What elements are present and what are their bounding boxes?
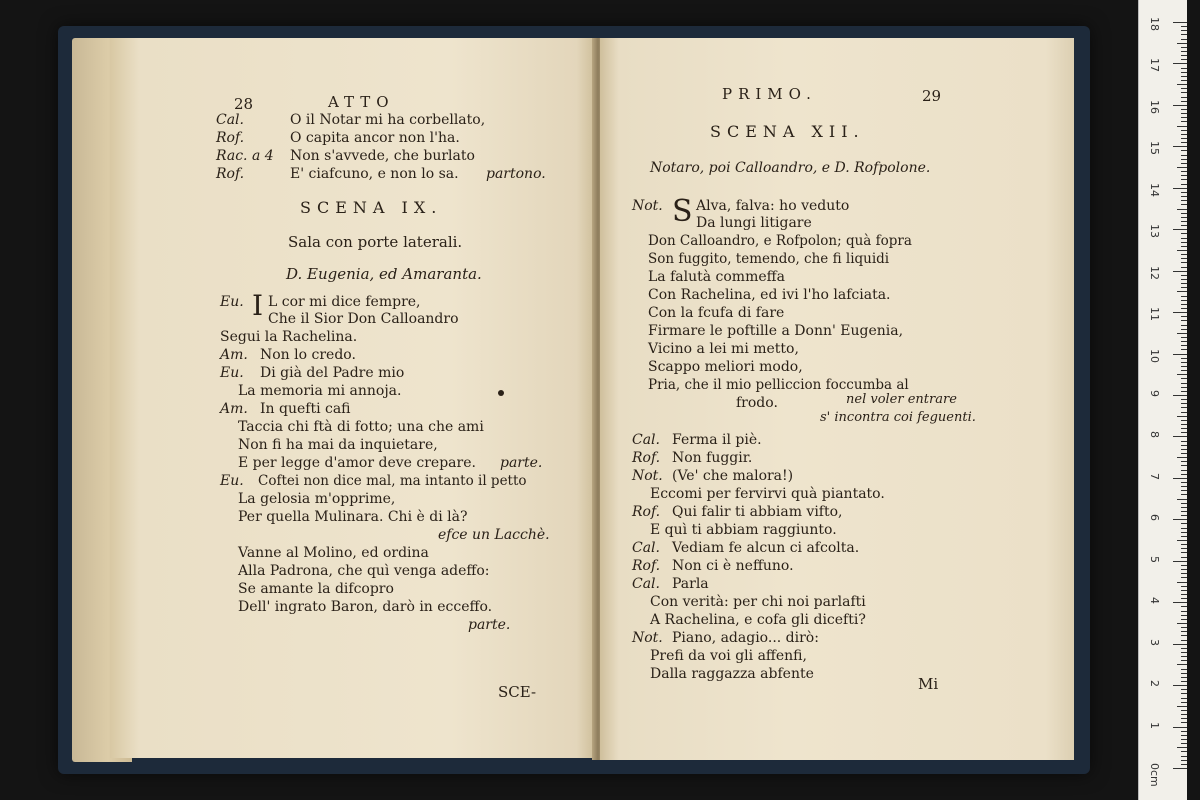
speaker: Rof. — [216, 166, 245, 182]
ruler-tick — [1181, 552, 1187, 553]
ruler-tick — [1173, 727, 1187, 728]
ruler-tick — [1181, 68, 1187, 69]
ruler-tick — [1173, 768, 1187, 769]
ruler-tick — [1181, 308, 1187, 309]
ruler-tick — [1181, 383, 1187, 384]
verse-line: Ferma il piè. — [672, 432, 762, 448]
ruler-tick — [1181, 34, 1187, 35]
verse-line: Eccomi per fervirvi quà piantato. — [650, 486, 885, 502]
ruler-tick — [1181, 200, 1187, 201]
verse-line: La falutà commeffa — [648, 269, 785, 285]
ruler-tick — [1177, 540, 1187, 541]
speaker: Rac. a 4 — [216, 148, 274, 164]
ruler-number: 14 — [1148, 182, 1161, 197]
ruler-tick — [1181, 569, 1187, 570]
ruler-tick — [1181, 656, 1187, 657]
ruler-tick — [1177, 582, 1187, 583]
ruler-tick — [1181, 528, 1187, 529]
ruler-tick — [1181, 565, 1187, 566]
verse-line: Alva, falva: ho veduto — [696, 198, 850, 214]
ruler-tick — [1173, 312, 1187, 313]
ruler-tick — [1181, 606, 1187, 607]
ruler-tick — [1181, 325, 1187, 326]
ruler-number: 13 — [1148, 224, 1161, 239]
ruler-tick — [1181, 586, 1187, 587]
ruler-number: 3 — [1148, 638, 1161, 646]
ruler-tick — [1181, 26, 1187, 27]
ruler-tick — [1173, 146, 1187, 147]
ruler-number: 18 — [1148, 17, 1161, 31]
ruler-tick — [1181, 55, 1187, 56]
ruler-tick — [1181, 341, 1187, 342]
ruler-tick — [1177, 333, 1187, 334]
ruler-tick — [1181, 254, 1187, 255]
ruler-tick — [1181, 432, 1187, 433]
ruler-tick — [1181, 345, 1187, 346]
ruler-tick — [1181, 631, 1187, 632]
scene-setting: Sala con porte laterali. — [288, 233, 463, 251]
ruler-tick — [1181, 743, 1187, 744]
ruler-tick — [1181, 673, 1187, 674]
ruler-tick — [1181, 615, 1187, 616]
ruler-tick — [1181, 648, 1187, 649]
speaker: Eu. — [220, 294, 244, 310]
ruler-tick — [1181, 225, 1187, 226]
verse-line: Segui la Rachelina. — [220, 329, 358, 345]
verse-line: Di già del Padre mio — [260, 365, 405, 381]
ruler-tick — [1173, 354, 1187, 355]
ruler-tick — [1177, 126, 1187, 127]
ruler-tick — [1181, 192, 1187, 193]
ruler-tick — [1181, 722, 1187, 723]
verse-line: Parla — [672, 576, 709, 592]
verse-line: Scappo meliori modo, — [648, 359, 803, 375]
ruler-tick — [1173, 519, 1187, 520]
ruler-tick — [1181, 275, 1187, 276]
speaker: Cal. — [216, 112, 244, 128]
ruler-tick — [1181, 184, 1187, 185]
speaker: Rof. — [216, 130, 245, 146]
running-head-right: PRIMO. — [722, 85, 817, 103]
ruler-tick — [1181, 101, 1187, 102]
catchword: Mi — [918, 675, 939, 693]
ruler-tick — [1173, 478, 1187, 479]
ruler-tick — [1181, 283, 1187, 284]
verse-line: Con Rachelina, ed ivi l'ho lafciata. — [648, 287, 891, 303]
verse-line: O capita ancor non l'ha. — [290, 130, 460, 146]
ruler-tick — [1181, 316, 1187, 317]
scene-characters: Notaro, poi Calloandro, e D. Rofpolone. — [650, 160, 931, 176]
verse-line: Da lungi litigare — [696, 215, 812, 231]
ruler-tick — [1173, 644, 1187, 645]
ruler-tick — [1181, 594, 1187, 595]
verse-line: E' ciafcuno, e non lo sa. — [290, 166, 459, 182]
ruler-number: 8 — [1148, 431, 1161, 439]
ruler-tick — [1181, 627, 1187, 628]
ruler-tick — [1181, 155, 1187, 156]
ruler-tick — [1181, 113, 1187, 114]
ruler-tick — [1181, 51, 1187, 52]
verse-line: Non s'avvede, che burlato — [290, 148, 475, 164]
ruler-tick — [1181, 329, 1187, 330]
ruler-tick — [1177, 457, 1187, 458]
ruler-tick — [1181, 233, 1187, 234]
verse-line: Vanne al Molino, ed ordina — [238, 545, 429, 561]
ruler-tick — [1181, 196, 1187, 197]
ruler-tick — [1181, 30, 1187, 31]
ruler-tick — [1181, 523, 1187, 524]
ruler-number: 10 — [1148, 348, 1161, 363]
ruler-tick — [1181, 47, 1187, 48]
verse-line: Don Calloandro, e Rofpolon; quà fopra — [648, 233, 912, 249]
ruler-tick — [1173, 63, 1187, 64]
left-page — [110, 38, 596, 758]
ruler-tick — [1181, 718, 1187, 719]
ruler-tick — [1181, 698, 1187, 699]
verse-line: A Rachelina, e cofa gli dicefti? — [650, 612, 866, 628]
verse-line: La memoria mi annoja. — [238, 383, 402, 399]
speaker: Am. — [220, 401, 248, 417]
ruler-tick — [1181, 134, 1187, 135]
ruler-tick — [1181, 117, 1187, 118]
ruler-tick — [1173, 436, 1187, 437]
ruler-tick — [1177, 706, 1187, 707]
ruler-tick — [1181, 138, 1187, 139]
verse-line: Dalla raggazza abfente — [650, 666, 814, 682]
ruler-tick — [1177, 374, 1187, 375]
ruler-tick — [1173, 105, 1187, 106]
ruler-number: 7 — [1148, 472, 1161, 480]
verse-line: Taccia chi ftà di fotto; una che ami — [238, 419, 484, 435]
running-head-left: ATTO — [328, 93, 395, 111]
page-number-left: 28 — [234, 95, 254, 113]
speaker: Cal. — [632, 540, 660, 556]
ruler-tick — [1177, 623, 1187, 624]
ruler-tick — [1181, 109, 1187, 110]
catchword: SCE- — [498, 683, 537, 701]
ruler-tick — [1181, 142, 1187, 143]
verse-line: Vicino a lei mi metto, — [648, 341, 799, 357]
ruler-tick — [1181, 751, 1187, 752]
ruler-tick — [1181, 756, 1187, 757]
ruler-tick — [1181, 714, 1187, 715]
verse-line: Coftei non dice mal, ma intanto il petto — [258, 473, 527, 489]
ruler-tick — [1181, 474, 1187, 475]
ruler-tick — [1181, 669, 1187, 670]
speaker: Cal. — [632, 432, 660, 448]
verse-line: Non ci è neffuno. — [672, 558, 794, 574]
verse-line: Piano, adagio... dirò: — [672, 630, 819, 646]
ruler-tick — [1181, 577, 1187, 578]
verse-line: Qui falir ti abbiam vifto, — [672, 504, 843, 520]
ruler-tick — [1181, 179, 1187, 180]
verse-line: Dell' ingrato Baron, darò in ecceffo. — [238, 599, 493, 615]
verse-line: Non lo credo. — [260, 347, 356, 363]
ruler-tick — [1173, 561, 1187, 562]
ruler-tick — [1181, 221, 1187, 222]
ruler-tick — [1181, 80, 1187, 81]
ruler-tick — [1173, 188, 1187, 189]
ruler-tick — [1181, 279, 1187, 280]
ruler-tick — [1181, 503, 1187, 504]
ruler-tick — [1181, 407, 1187, 408]
speaker: Cal. — [632, 576, 660, 592]
ruler-tick — [1177, 499, 1187, 500]
ruler-tick — [1173, 22, 1187, 23]
ink-mark — [498, 390, 504, 396]
measuring-ruler — [1138, 0, 1187, 800]
ruler-tick — [1181, 337, 1187, 338]
verse-line: Vediam fe alcun ci afcolta. — [672, 540, 860, 556]
ruler-tick — [1181, 72, 1187, 73]
ruler-tick — [1177, 43, 1187, 44]
ruler-tick — [1181, 242, 1187, 243]
ruler-tick — [1181, 378, 1187, 379]
ruler-tick — [1177, 291, 1187, 292]
ruler-tick — [1181, 735, 1187, 736]
ruler-tick — [1181, 258, 1187, 259]
ruler-tick — [1181, 424, 1187, 425]
ruler-tick — [1181, 428, 1187, 429]
verse-line: Firmare le poftille a Donn' Eugenia, — [648, 323, 904, 339]
stage-direction: parte. — [468, 617, 511, 633]
ruler-tick — [1181, 391, 1187, 392]
ruler-tick — [1181, 246, 1187, 247]
ruler-tick — [1181, 97, 1187, 98]
ruler-tick — [1181, 300, 1187, 301]
ruler-number: 11 — [1148, 307, 1161, 322]
ruler-tick — [1177, 209, 1187, 210]
ruler-number: 5 — [1148, 555, 1161, 563]
ruler-tick — [1177, 84, 1187, 85]
ruler-tick — [1181, 403, 1187, 404]
ruler-number: 9 — [1148, 390, 1161, 397]
drop-cap: I — [252, 289, 264, 322]
ruler-tick — [1181, 159, 1187, 160]
ruler-tick — [1181, 387, 1187, 388]
ruler-tick — [1181, 213, 1187, 214]
ruler-tick — [1181, 420, 1187, 421]
ruler-tick — [1181, 121, 1187, 122]
speaker: Not. — [632, 468, 663, 484]
verse-line: O il Notar mi ha corbellato, — [290, 112, 486, 128]
stage-direction: parte. — [500, 455, 543, 471]
ruler-tick — [1181, 611, 1187, 612]
ruler-tick — [1181, 130, 1187, 131]
ruler-tick — [1181, 461, 1187, 462]
ruler-tick — [1181, 710, 1187, 711]
ruler-tick — [1181, 304, 1187, 305]
ruler-tick — [1181, 598, 1187, 599]
ruler-tick — [1181, 358, 1187, 359]
ruler-tick — [1181, 267, 1187, 268]
ruler-tick — [1181, 731, 1187, 732]
ruler-tick — [1181, 635, 1187, 636]
ruler-tick — [1181, 76, 1187, 77]
ruler-tick — [1181, 536, 1187, 537]
verse-line: In quefti cafi — [260, 401, 351, 417]
ruler-tick — [1181, 217, 1187, 218]
ruler-tick — [1177, 747, 1187, 748]
ruler-tick — [1181, 652, 1187, 653]
speaker: Not. — [632, 198, 663, 214]
ruler-tick — [1181, 320, 1187, 321]
ruler-tick — [1181, 399, 1187, 400]
verse-line: L cor mi dice fempre, — [268, 294, 421, 310]
ruler-tick — [1181, 573, 1187, 574]
ruler-tick — [1181, 494, 1187, 495]
verse-line: Che il Sior Don Calloandro — [268, 311, 459, 327]
ruler-tick — [1181, 171, 1187, 172]
ruler-tick — [1181, 441, 1187, 442]
ruler-tick — [1173, 602, 1187, 603]
verse-line: Prefi da voi gli affenfi, — [650, 648, 807, 664]
ruler-tick — [1181, 482, 1187, 483]
ruler-tick — [1177, 664, 1187, 665]
ruler-number: 15 — [1148, 141, 1161, 156]
ruler-tick — [1181, 677, 1187, 678]
scene-heading: SCENA XII. — [710, 122, 865, 141]
ruler-number: 16 — [1148, 99, 1161, 114]
ruler-number: 17 — [1148, 58, 1161, 73]
scene-characters: D. Eugenia, ed Amaranta. — [286, 265, 482, 283]
verse-line: E quì ti abbiam raggiunto. — [650, 522, 837, 538]
ruler-tick — [1181, 445, 1187, 446]
ruler-tick — [1181, 702, 1187, 703]
ruler-tick — [1181, 349, 1187, 350]
ruler-number: 2 — [1148, 680, 1161, 688]
page-number-right: 29 — [922, 87, 942, 105]
scene-heading: SCENA IX. — [300, 198, 443, 217]
ruler-tick — [1181, 204, 1187, 205]
ruler-tick — [1181, 470, 1187, 471]
ruler-tick — [1181, 507, 1187, 508]
ruler-tick — [1181, 660, 1187, 661]
ruler-tick — [1181, 764, 1187, 765]
ruler-number: 4 — [1148, 597, 1161, 605]
ruler-tick — [1181, 412, 1187, 413]
ruler-tick — [1181, 163, 1187, 164]
ruler-tick — [1181, 486, 1187, 487]
speaker: Eu. — [220, 365, 244, 381]
ruler-tick — [1181, 370, 1187, 371]
speaker: Rof. — [632, 450, 661, 466]
speaker: Rof. — [632, 504, 661, 520]
ruler-tick — [1181, 287, 1187, 288]
stage-direction: partono. — [486, 166, 546, 182]
ruler-tick — [1181, 689, 1187, 690]
ruler-tick — [1177, 167, 1187, 168]
ruler-tick — [1181, 693, 1187, 694]
ruler-tick — [1181, 511, 1187, 512]
ruler-tick — [1181, 515, 1187, 516]
verse-line: Con la fcufa di fare — [648, 305, 785, 321]
ruler-tick — [1181, 150, 1187, 151]
ruler-number: 12 — [1148, 265, 1161, 280]
ruler-tick — [1177, 416, 1187, 417]
drop-cap: S — [672, 194, 693, 229]
ruler-tick — [1177, 250, 1187, 251]
ruler-tick — [1181, 640, 1187, 641]
ruler-number: 6 — [1148, 514, 1161, 522]
ruler-tick — [1181, 262, 1187, 263]
verse-line: (Ve' che malora!) — [672, 468, 794, 484]
verse-line: La gelosia m'opprime, — [238, 491, 396, 507]
ruler-tick — [1181, 92, 1187, 93]
ruler-tick — [1181, 532, 1187, 533]
stage-direction: nel voler entrare — [846, 392, 957, 407]
ruler-tick — [1181, 238, 1187, 239]
ruler-tick — [1173, 685, 1187, 686]
verse-line: Con verità: per chi noi parlafti — [650, 594, 866, 610]
verse-line: Se amante la difcopro — [238, 581, 394, 597]
ruler-tick — [1181, 465, 1187, 466]
verse-line: Son fuggito, temendo, che fi liquidi — [648, 251, 890, 267]
verse-line: Non fi ha mai da inquietare, — [238, 437, 438, 453]
verse-line: E per legge d'amor deve crepare. — [238, 455, 476, 471]
ruler-tick — [1181, 739, 1187, 740]
speaker: Not. — [632, 630, 663, 646]
ruler-tick — [1181, 449, 1187, 450]
verse-line: Alla Padrona, che quì venga adeffo: — [238, 563, 490, 579]
ruler-tick — [1181, 619, 1187, 620]
ruler-tick — [1181, 590, 1187, 591]
ruler-number: 0cm — [1148, 763, 1161, 787]
stage-direction: s' incontra coi feguenti. — [820, 410, 976, 425]
verse-line: Non fuggir. — [672, 450, 753, 466]
ruler-tick — [1181, 453, 1187, 454]
ruler-tick — [1181, 557, 1187, 558]
speaker: Am. — [220, 347, 248, 363]
ruler-tick — [1181, 296, 1187, 297]
ruler-tick — [1181, 760, 1187, 761]
ruler-tick — [1173, 271, 1187, 272]
speaker: Rof. — [632, 558, 661, 574]
ruler-tick — [1181, 490, 1187, 491]
ruler-tick — [1181, 39, 1187, 40]
ruler-tick — [1181, 59, 1187, 60]
ruler-tick — [1181, 681, 1187, 682]
ruler-tick — [1181, 366, 1187, 367]
verse-line: Pria, che il mio pelliccion foccumba al — [648, 377, 909, 393]
right-page — [600, 38, 1074, 760]
ruler-tick — [1181, 88, 1187, 89]
stage-direction: efce un Lacchè. — [438, 527, 550, 543]
ruler-tick — [1181, 175, 1187, 176]
verse-line: Per quella Mulinara. Chi è di là? — [238, 509, 468, 525]
ruler-tick — [1181, 548, 1187, 549]
ruler-tick — [1181, 362, 1187, 363]
ruler-tick — [1173, 395, 1187, 396]
ruler-tick — [1181, 544, 1187, 545]
speaker: Eu. — [220, 473, 244, 489]
verse-line: frodo. — [736, 395, 778, 411]
ruler-number: 1 — [1148, 721, 1161, 729]
ruler-tick — [1173, 229, 1187, 230]
